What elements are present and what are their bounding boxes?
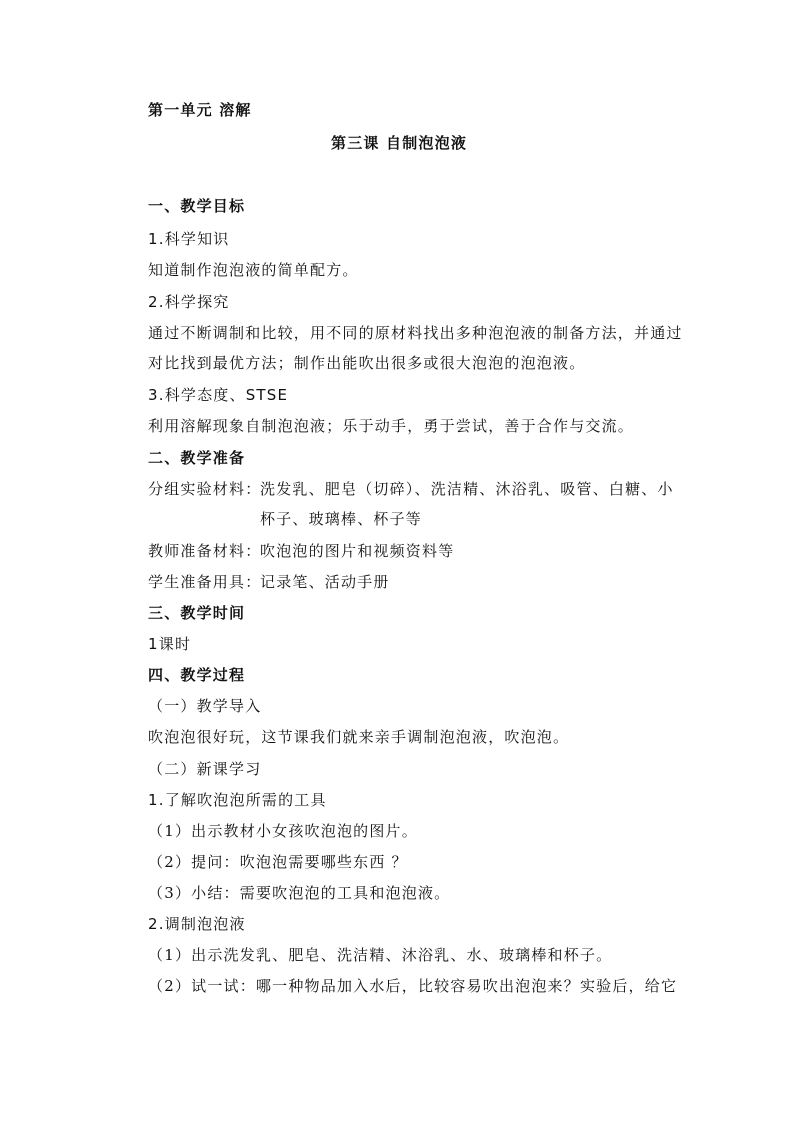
- unit-title: 第一单元 溶解: [148, 101, 252, 119]
- time-heading: 三、教学时间: [148, 604, 246, 622]
- group-materials-line1: 洗发乳、肥皂（切碎）、洗洁精、沐浴乳、吸管、白糖、小: [260, 480, 674, 498]
- time-value: 1课时: [148, 635, 192, 653]
- teacher-materials: 吹泡泡的图片和视频资料等: [260, 542, 455, 560]
- new-lesson-heading: （二）新课学习: [148, 760, 262, 778]
- group-materials-label: 分组实验材料：: [148, 480, 262, 498]
- student-tools: 记录笔、活动手册: [260, 573, 390, 591]
- inquiry-text-line1: 通过不断调制和比较，用不同的原材料找出多种泡泡液的制备方法，并通过: [148, 324, 683, 342]
- knowledge-text: 知道制作泡泡液的简单配方。: [148, 261, 359, 279]
- lesson-title: 第三课 自制泡泡液: [331, 134, 468, 152]
- step2-item1: （1）出示洗发乳、肥皂、洗洁精、沐浴乳、水、玻璃棒和杯子。: [148, 946, 613, 964]
- step1-item1: （1）出示教材小女孩吹泡泡的图片。: [148, 822, 418, 840]
- attitude-text: 利用溶解现象自制泡泡液；乐于动手，勇于尝试，善于合作与交流。: [148, 417, 635, 435]
- preparation-heading: 二、教学准备: [148, 449, 246, 467]
- process-heading: 四、教学过程: [148, 666, 246, 684]
- step2-heading: 2.调制泡泡液: [148, 915, 246, 933]
- student-tools-label: 学生准备用具：: [148, 573, 262, 591]
- intro-heading: （一）教学导入: [148, 697, 262, 715]
- inquiry-heading: 2.科学探究: [148, 293, 230, 311]
- step1-heading: 1.了解吹泡泡所需的工具: [148, 791, 327, 809]
- step1-item2: （2）提问：吹泡泡需要哪些东西 ？: [148, 853, 408, 871]
- intro-text: 吹泡泡很好玩，这节课我们就来亲手调制泡泡液，吹泡泡。: [148, 728, 570, 746]
- group-materials-line2: 杯子、玻璃棒、杯子等: [260, 510, 423, 528]
- teacher-materials-label: 教师准备材料：: [148, 542, 262, 560]
- step1-item3: （3）小结：需要吹泡泡的工具和泡泡液。: [148, 884, 451, 902]
- attitude-heading: 3.科学态度、STSE: [148, 386, 289, 404]
- inquiry-text-line2: 对比找到最优方法；制作出能吹出很多或很大泡泡的泡泡液。: [148, 354, 586, 372]
- step2-item2: （2）试一试：哪一种物品加入水后，比较容易吹出泡泡来？实验后，给它: [148, 977, 678, 995]
- objectives-heading: 一、教学目标: [148, 197, 246, 215]
- knowledge-heading: 1.科学知识: [148, 230, 230, 248]
